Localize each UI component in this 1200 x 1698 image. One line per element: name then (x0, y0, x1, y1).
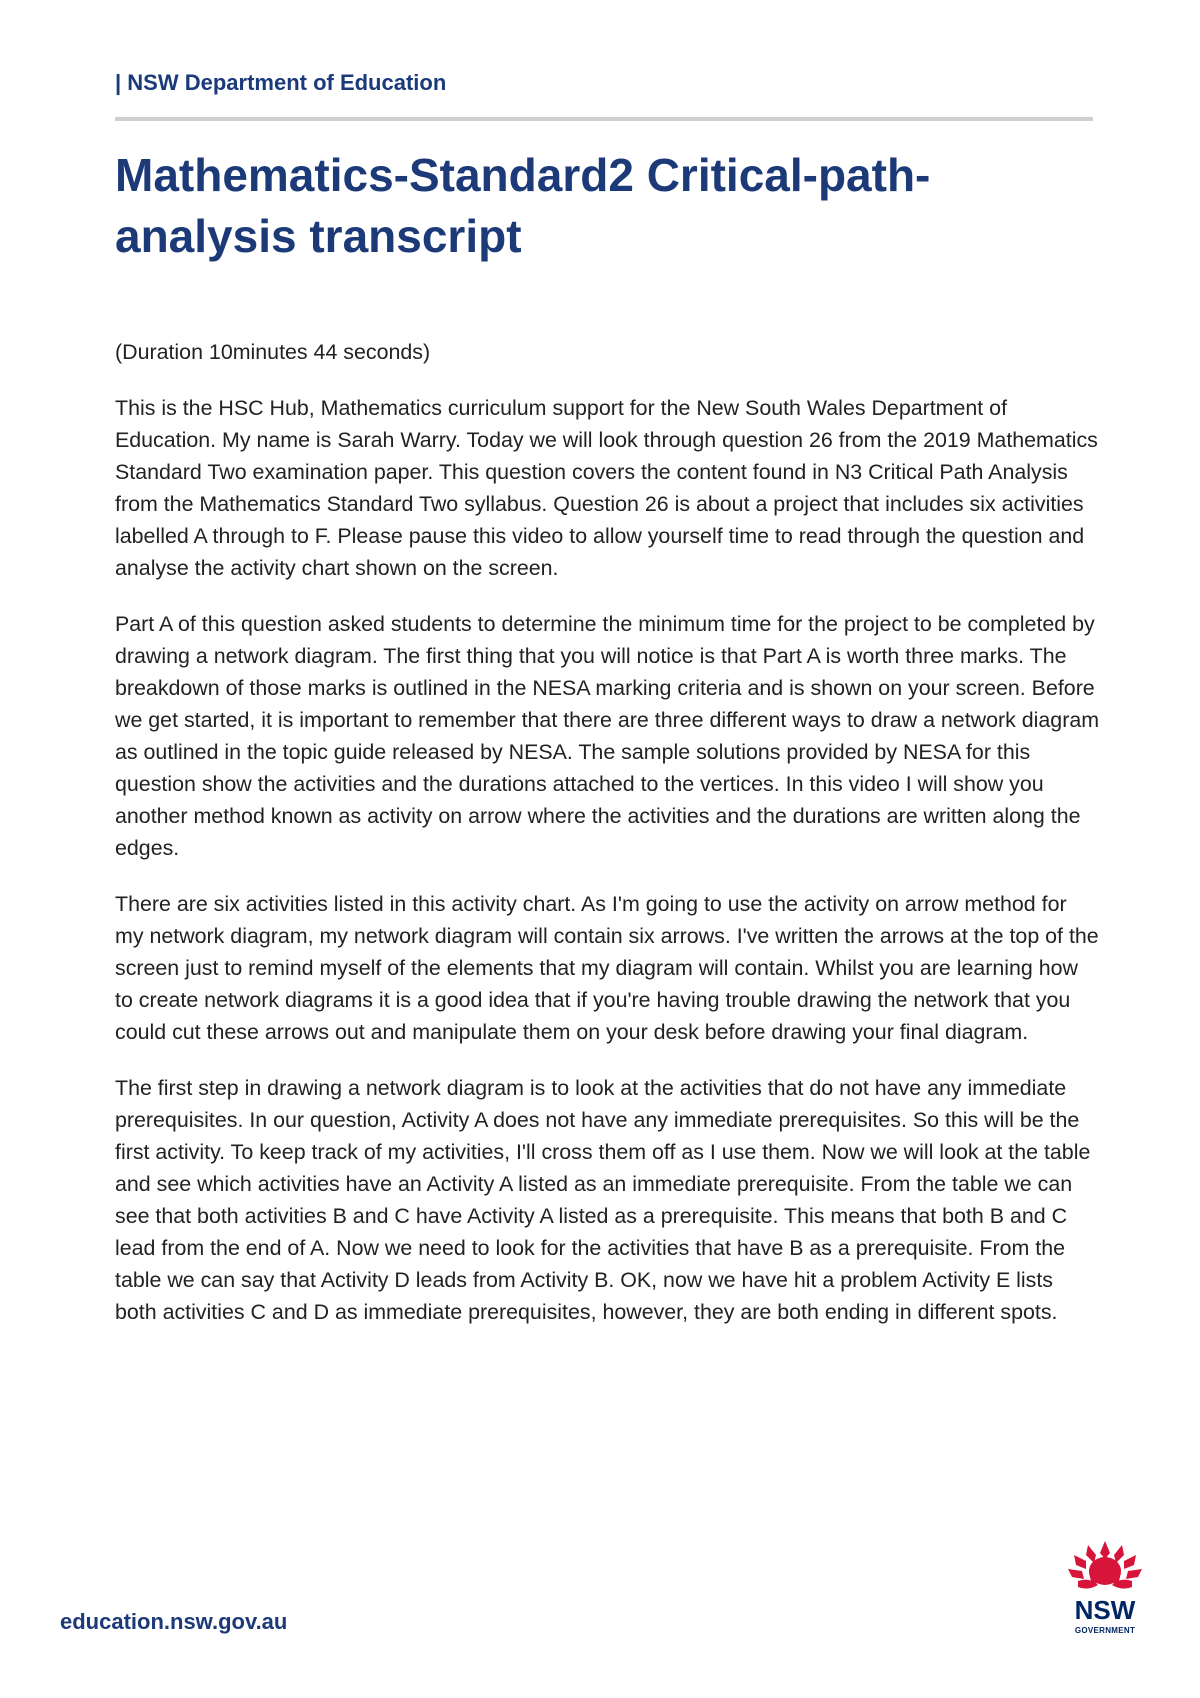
transcript-body (115, 336, 1100, 1352)
transcript-paragraph: Part A of this question asked students to determine the minimum time for the project to be completed by drawing a network diagram. The first thing that you will notice is that Part A is worth three marks. The breakdown of those marks is outlined in the NESA marking criteria and is shown on your screen. Before we get started, it is important to remember that there are three different ways to draw a network diagram as outlined in the topic guide released by NESA. The sample solutions provided by NESA for this question show the activities and the durations attached to the vertices. In this video I will show you another method known as activity on arrow where the activities and the durations are written along the edges. (115, 612, 1100, 860)
logo-subtext: GOVERNMENT (1074, 1626, 1136, 1635)
document-title: Mathematics-Standard2 Critical-path-analysis transcript (115, 149, 931, 262)
waratah-flower-icon (1068, 1541, 1142, 1589)
duration-paragraph: (Duration 10minutes 44 seconds) (115, 340, 431, 364)
transcript-paragraph: There are six activities listed in this activity chart. As I'm going to use the activity on arrow method for my network diagram, my network diagram will contain six arrows. I've written the arrows at the top of the screen just to remind myself of the elements that my diagram will contain. Whilst you are learning how to create network diagrams it is a good idea that if you're having trouble drawing the network that you could cut these arrows out and manipulate them on your desk before drawing your final diagram. (115, 892, 1099, 1044)
header-divider (115, 117, 1093, 121)
department-header: | NSW Department of Education (115, 70, 447, 95)
transcript-paragraph: This is the HSC Hub, Mathematics curriculum support for the New South Wales Department of Education. My name is Sarah Warry. Today we will look through question 26 from the 2019 Mathematics Standard Two examination paper. This question covers the content found in N3 Critical Path Analysis from the Mathematics Standard Two syllabus. Question 26 is about a project that includes six activities labelled A through to F. Please pause this video to allow yourself time to read through the question and analyse the activity chart shown on the screen. (115, 396, 1098, 580)
transcript-paragraph: The first step in drawing a network diagram is to look at the activities that do not have any immediate prerequisites. In our question, Activity A does not have any immediate prerequisites. So this will be the first activity. To keep track of my activities, I'll cross them off as I use them. Now we will look at the table and see which activities have an Activity A listed as an immediate prerequisite. From the table we can see that both activities B and C have Activity A listed as a prerequisite. This means that both B and C lead from the end of A. Now we need to look for the activities that have B as a prerequisite. From the table we can say that Activity D leads from Activity B. OK, now we have hit a problem Activity E lists both activities C and D as immediate prerequisites, however, they are both ending in different spots. (115, 1076, 1091, 1324)
logo-wordmark: NSW (1074, 1595, 1136, 1625)
footer-url-link[interactable]: education.nsw.gov.au (60, 1609, 288, 1634)
nsw-government-logo (1060, 1537, 1150, 1641)
